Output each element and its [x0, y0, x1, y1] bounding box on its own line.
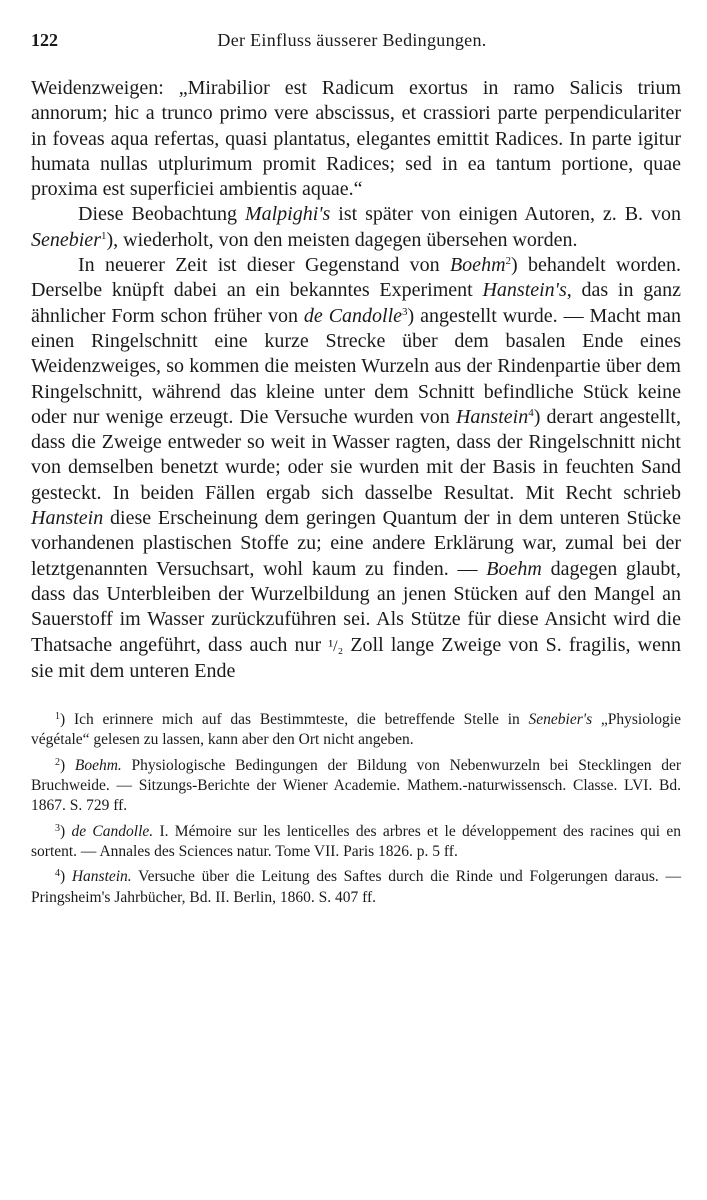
footnote-mark: 1: [55, 711, 60, 723]
footnote-ref: 1: [100, 229, 107, 242]
footnote-ref: 4: [528, 406, 534, 419]
footnote-3: [31, 822, 681, 863]
author-name: Boehm: [486, 557, 542, 580]
book-page: [31, 30, 681, 913]
author-name: Hanstein.: [71, 868, 132, 886]
text-run: ) derart angestellt, dass die Zweige entweder so weit in Wasser ragten, dass der Ringelschnitt nicht von demselben benetzt wurde; oder sie wurden mit der Basis in feuchten Sand gesteckt. In beiden Fällen ergab sich dasselbe Resultat. Mit Recht schrieb: [31, 405, 681, 504]
text-run: diese Erscheinung dem geringen Quantum der in dem unteren Stücke vorhandenen plastischen Stoffe zu; eine andere Erklärung war, zumal bei der letztgenannten Versuchsart, wohl kaum zu finden. —: [31, 507, 681, 580]
paragraph-2: [31, 202, 681, 253]
text-run: ist später von einigen Autoren, z. B. von: [330, 203, 681, 226]
author-name: Senebier's: [528, 711, 593, 729]
text-run: Zoll lange Zweige von S. fragilis, wenn sie mit dem unteren Ende: [31, 633, 681, 682]
author-name: Senebier: [31, 228, 101, 251]
footnote-mark: 4: [55, 868, 60, 880]
text-run: , das in ganz ähnlicher Form schon früher von: [31, 279, 681, 327]
author-name: Hanstein: [455, 405, 529, 428]
author-name: Hanstein: [31, 507, 104, 530]
text-run: ) behandelt worden. Derselbe knüpft dabei an ein bekanntes Experiment: [31, 254, 681, 302]
footnote-mark: 2: [55, 756, 60, 768]
footnote-mark: 3: [55, 822, 60, 834]
author-name: de Candolle: [303, 304, 403, 327]
text-run: ) Ich erinnere mich auf das Bestimmteste, die betreffende Stelle in: [60, 711, 529, 729]
text-run: Versuche über die Leitung des Saftes durch die Rinde und Folgerungen daraus. — Pringsheim's Jahrbücher, Bd. II. Berlin, 1860. S. 407 ff.: [31, 868, 681, 906]
footnote-4: [31, 867, 681, 908]
paragraph-3: [31, 253, 681, 684]
footnote-1: [31, 710, 681, 751]
text-run: In neuerer Zeit ist dieser Gegenstand von: [78, 254, 450, 277]
footnotes: [31, 710, 681, 908]
author-name: de Candolle.: [71, 822, 154, 840]
text-run: ) angestellt wurde. — Macht man einen Ringelschnitt eine kurze Strecke über dem basalen Ende eines Weidenzweiges, so kommen die meisten Wurzeln aus der Rindenpartie über dem Ringelschnitt, während das kleine unter dem Schnitt befindliche Stück keine oder nur wenige erzeugt. Die Versuche wurden von: [31, 304, 681, 428]
text-run: Physiologische Bedingungen der Bildung von Nebenwurzeln bei Stecklingen der Bruchweide. — Sitzungs-Berichte der Wiener Academie. Mathem.-naturwissensch. Classe. LVI. Bd. 1867. S. 729 ff.: [31, 756, 681, 815]
text-run: dagegen glaubt, dass das Unterbleiben der Wurzelbildung an jenen Stücken auf den Mangel an Sauerstoff im Wasser zurückzuführen sei. Als Stütze für diese Ansicht wird die Thatsache angeführt, dass auch nur: [31, 557, 681, 656]
page-header: [31, 30, 681, 56]
author-name: Hanstein's: [482, 279, 567, 302]
fraction: ¹/₂: [328, 637, 344, 655]
text-run: ): [60, 756, 75, 774]
text-run: ): [60, 822, 72, 840]
author-name: Boehm.: [74, 756, 122, 774]
text-run: ): [60, 868, 72, 886]
paragraph-1: [31, 76, 681, 202]
author-name: Boehm: [449, 254, 506, 277]
text-run: „Physiologie végétale“ gelesen zu lassen, kann aber den Ort nicht angeben.: [31, 711, 681, 749]
page-number: 122: [31, 30, 58, 50]
footnote-ref: 3: [402, 305, 408, 318]
text-run: Weidenzweigen: „Mirabilior est Radicum exortus in ramo Salicis trium annorum; hic a trunco primo vere abscissus, et crassiori parte perpendiculariter in foveas aqua refertas, quasi plantatus, elegantes emittit Radices. In parte igitur humata nullas utplurimum promit Radices; sed in ea tantum portione, quae proxima est superficiei ambientis aquae.“: [31, 77, 681, 201]
footnote-ref: 2: [505, 255, 512, 268]
text-run: Diese Beobachtung: [78, 203, 245, 226]
text-run: I. Mémoire sur les lenticelles des arbres et le développement des racines qui en sortent. — Annales des Sciences natur. Tome VII. Paris 1826. p. 5 ff.: [31, 822, 681, 860]
author-name: Malpighi's: [244, 203, 331, 226]
running-title: Der Einfluss äusserer Bedingungen.: [217, 30, 487, 50]
footnote-2: [31, 756, 681, 817]
main-text: [31, 76, 681, 684]
text-run: ), wiederholt, von den meisten dagegen übersehen worden.: [106, 228, 578, 251]
